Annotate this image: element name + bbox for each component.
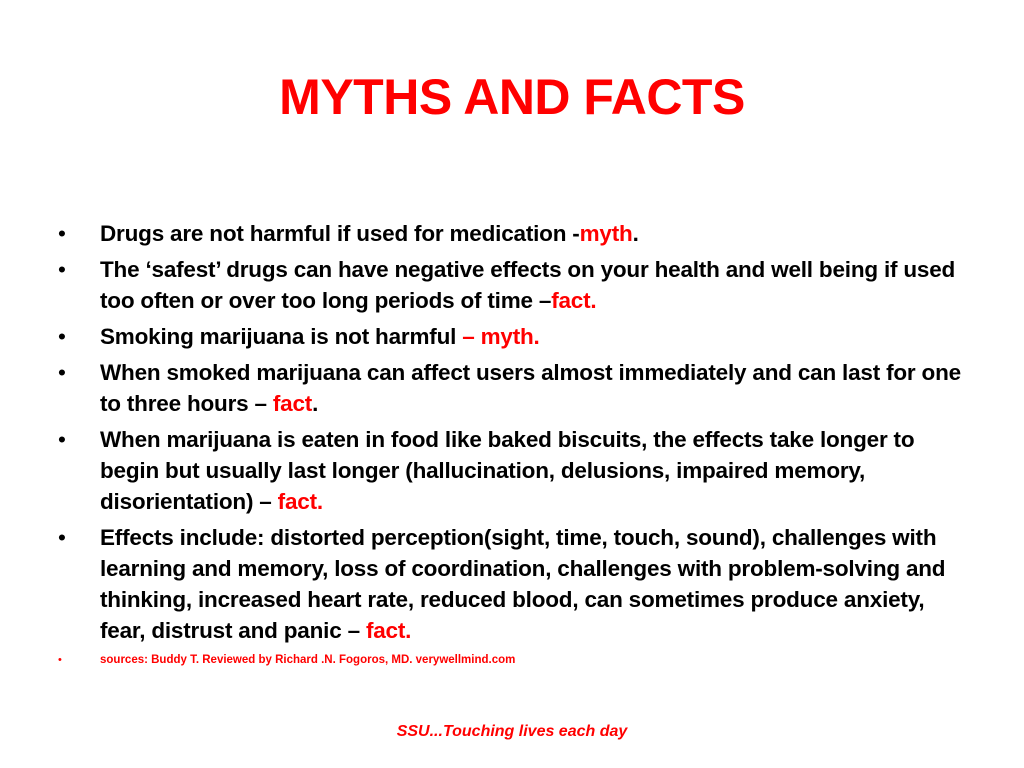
bullet-icon: •	[58, 427, 66, 452]
bullet-text: When marijuana is eaten in food like baked biscuits, the effects take longer to begin but usually last longer (hallucination, delusions, impaired memory, disorientation) –	[100, 427, 915, 514]
verdict-label: fact	[272, 391, 313, 416]
verdict-label: fact.	[277, 489, 323, 514]
bullet-icon: •	[58, 654, 62, 666]
bullet-list	[56, 218, 971, 674]
verdict-label: fact.	[551, 288, 597, 313]
bullet-icon: •	[58, 324, 66, 349]
bullet-item	[56, 522, 971, 646]
bullet-text: The ‘safest’ drugs can have negative effects on your health and well being if used too often or over too long periods of time –	[100, 257, 956, 313]
bullet-item	[56, 254, 971, 316]
bullet-text: Drugs are not harmful if used for medication -	[100, 221, 580, 246]
slide-title: MYTHS AND FACTS	[279, 69, 745, 125]
bullet-text: Effects include: distorted perception(sight, time, touch, sound), challenges with learning and memory, loss of coordination, challenges with problem-solving and thinking, increased heart rate, reduced blood, can sometimes produce anxiety, fear, distrust and panic –	[100, 525, 946, 643]
bullet-icon: •	[58, 525, 66, 550]
bullet-trail: .	[312, 391, 319, 416]
footer-tagline: SSU...Touching lives each day	[396, 723, 628, 740]
source-text: sources: Buddy T. Reviewed by Richard .N. Fogoros, MD. verywellmind.com	[100, 654, 516, 666]
bullet-text: Smoking marijuana is not harmful	[100, 324, 463, 349]
verdict-label: – myth.	[462, 324, 540, 349]
source-item	[56, 651, 971, 669]
bullet-item	[56, 357, 971, 419]
verdict-label: myth	[579, 221, 633, 246]
bullet-item	[56, 218, 971, 249]
bullet-item	[56, 424, 971, 517]
bullet-trail: .	[632, 221, 639, 246]
verdict-label: fact.	[365, 618, 412, 643]
bullet-icon: •	[58, 360, 66, 385]
bullet-text: When smoked marijuana can affect users almost immediately and can last for one to three hours –	[100, 360, 961, 416]
bullet-icon: •	[58, 257, 66, 282]
bullet-item	[56, 321, 971, 352]
bullet-icon: •	[58, 221, 66, 246]
